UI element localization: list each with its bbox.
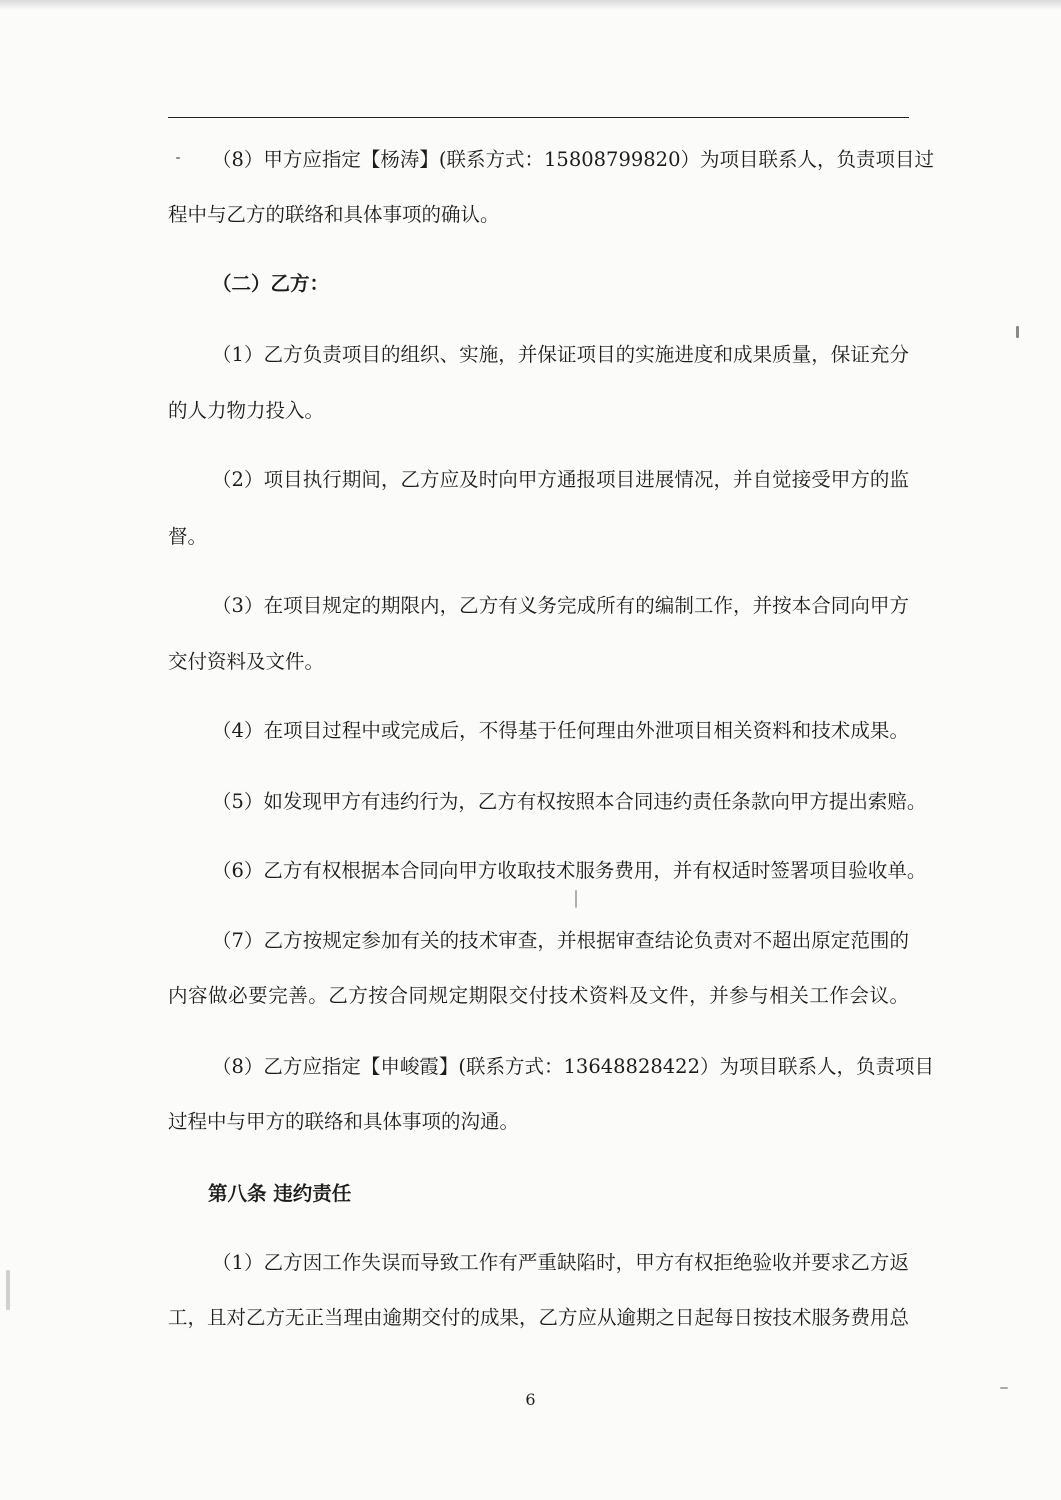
header-rule xyxy=(168,117,909,118)
paragraph-line: （2）项目执行期间，乙方应及时向甲方通报项目进展情况，并自觉接受甲方的监 xyxy=(212,468,909,491)
paragraph-line: （8）甲方应指定【杨涛】(联系方式：15808799820）为项目联系人，负责项目过 xyxy=(212,148,934,171)
paragraph-line: 工，且对乙方无正当理由逾期交付的成果，乙方应从逾期之日起每日按技术服务费用总 xyxy=(168,1306,910,1329)
paragraph-line: （1）乙方负责项目的组织、实施，并保证项目的实施进度和成果质量，保证充分 xyxy=(212,343,909,366)
paragraph-line: （6）乙方有权根据本合同向甲方收取技术服务费用，并有权适时签署项目验收单。 xyxy=(212,859,927,882)
paragraph-line: 过程中与甲方的联络和具体事项的沟通。 xyxy=(168,1110,520,1133)
scan-edge-shadow xyxy=(0,0,1061,10)
paragraph-line: 程中与乙方的联络和具体事项的确认。 xyxy=(168,203,500,226)
scan-speck xyxy=(1016,326,1019,338)
paragraph-line: （7）乙方按规定参加有关的技术审查，并根据审查结论负责对不超出原定范围的 xyxy=(212,929,909,952)
paragraph-line: 的人力物力投入。 xyxy=(168,399,325,422)
scan-speck xyxy=(6,1270,10,1310)
article-heading: 第八条 违约责任 xyxy=(208,1182,352,1205)
page-number: 6 xyxy=(525,1390,536,1409)
section-heading: （二）乙方： xyxy=(212,272,330,295)
scan-speck xyxy=(575,890,577,908)
paragraph-line: 内容做必要完善。乙方按合同规定期限交付技术资料及文件，并参与相关工作会议。 xyxy=(168,984,909,1007)
scan-speck xyxy=(1000,1387,1008,1389)
paragraph-line: （5）如发现甲方有违约行为，乙方有权按照本合同违约责任条款向甲方提出索赔。 xyxy=(212,790,927,813)
paragraph-line: （4）在项目过程中或完成后，不得基于任何理由外泄项目相关资料和技术成果。 xyxy=(212,719,909,742)
paragraph-line: 交付资料及文件。 xyxy=(168,650,325,673)
paragraph-line: （3）在项目规定的期限内，乙方有义务完成所有的编制工作，并按本合同向甲方 xyxy=(212,594,909,617)
paragraph-line: （1）乙方因工作失误而导致工作有严重缺陷时，甲方有权拒绝验收并要求乙方返 xyxy=(212,1251,909,1274)
scan-speck xyxy=(176,157,180,159)
paragraph-line: 督。 xyxy=(168,525,208,548)
paragraph-line: （8）乙方应指定【申峻霞】(联系方式：13648828422）为项目联系人，负责项目 xyxy=(212,1055,934,1078)
